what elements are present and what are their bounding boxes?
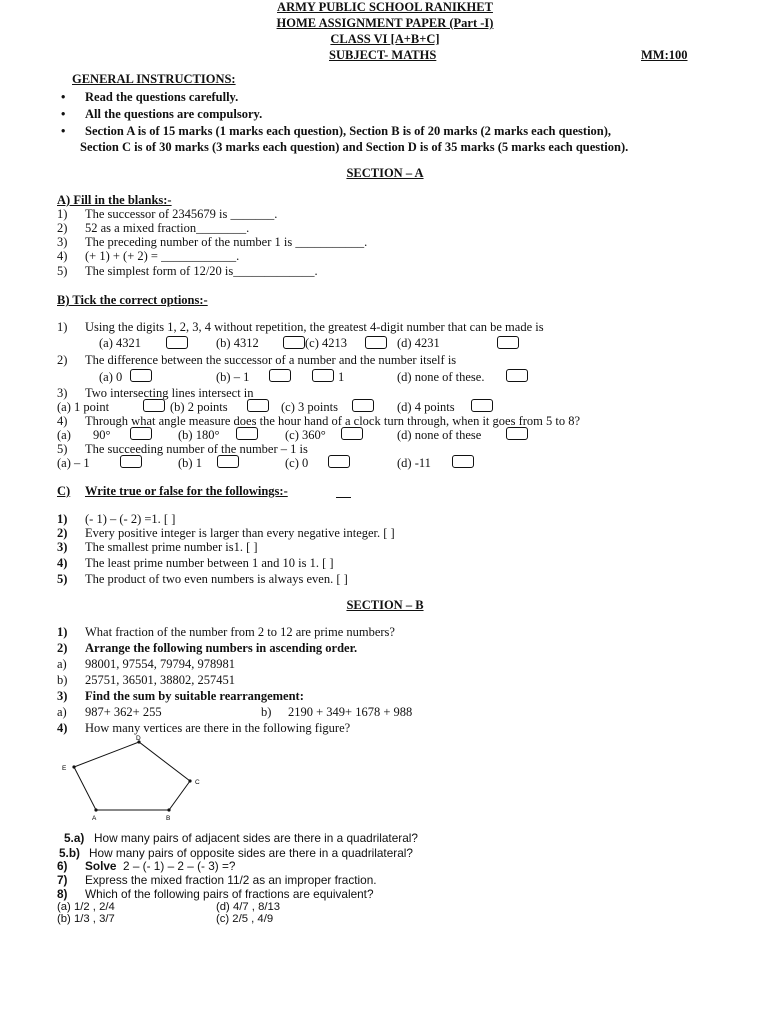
q3-option-b: (b) 2 points <box>170 400 228 414</box>
sb-num-2: 2) <box>57 641 68 655</box>
q4-checkbox-d[interactable] <box>506 427 528 440</box>
subject-title: SUBJECT- MATHS <box>329 48 437 62</box>
instruction-2: • All the questions are compulsory. <box>85 107 262 122</box>
q5-option-d: (d) -11 <box>397 456 431 470</box>
q3-option-a: (a) 1 point <box>57 400 110 414</box>
q3-option-d: (d) 4 points <box>397 400 455 414</box>
tick-options-title: B) Tick the correct options:- <box>57 293 208 307</box>
q8-option-b: (b) 1/3 , 3/7 <box>57 913 115 925</box>
fill-num-4: 4) <box>57 249 68 263</box>
q2-checkbox-b[interactable] <box>269 369 291 382</box>
q3-checkbox-a[interactable] <box>143 399 165 412</box>
sb-num-3a: a) <box>57 705 67 719</box>
fill-question-1: The successor of 2345679 is _______. <box>85 207 278 221</box>
tf-num-2: 2) <box>57 526 68 540</box>
instructions-title: GENERAL INSTRUCTIONS: <box>72 72 236 86</box>
tick-num-5: 5) <box>57 442 68 456</box>
pentagon-shape <box>74 742 190 810</box>
q2-option-c: 1 <box>338 370 345 384</box>
class-title: CLASS VI [A+B+C] <box>330 32 440 46</box>
q5-checkbox-d[interactable] <box>452 455 474 468</box>
tick-question-3: Two intersecting lines intersect in <box>85 386 254 400</box>
q4-option-d: (d) none of these <box>397 428 482 442</box>
q4-option-c: (c) 360° <box>285 428 326 442</box>
tf-num-1: 1) <box>57 512 68 526</box>
q3-checkbox-c[interactable] <box>352 399 374 412</box>
label-c: C <box>195 779 200 786</box>
fill-num-2: 2) <box>57 221 68 235</box>
q4-option-a: 90° <box>93 428 111 442</box>
q8-option-d: (d) 4/7 , 8/13 <box>216 901 281 913</box>
sb-num-6: 6) <box>57 859 68 873</box>
school-name: ARMY PUBLIC SCHOOL RANIKHET <box>277 0 493 14</box>
true-false-title-underline <box>336 497 351 498</box>
fill-question-2: 52 as a mixed fraction________. <box>85 221 250 235</box>
fill-num-1: 1) <box>57 207 68 221</box>
q1-option-d: (d) 4231 <box>397 336 440 350</box>
true-false-title: Write true or false for the followings:- <box>85 484 288 498</box>
sb-question-5a: How many pairs of adjacent sides are there in a quadrilateral? <box>94 831 418 845</box>
sb-question-5b: How many pairs of opposite sides are there in a quadrilateral? <box>89 846 413 860</box>
q5-option-a: (a) – 1 <box>57 456 90 470</box>
section-b-title: SECTION – B <box>346 598 424 612</box>
tick-num-1: 1) <box>57 320 68 334</box>
sb-num-3: 3) <box>57 689 68 703</box>
q3-checkbox-b[interactable] <box>247 399 269 412</box>
q4-checkbox-c[interactable] <box>341 427 363 440</box>
q5-checkbox-c[interactable] <box>328 455 350 468</box>
sb-question-6: 2 – (- 1) – 2 – (- 3) =? <box>123 859 236 873</box>
sb-num-8: 8) <box>57 887 68 901</box>
sb-question-8: Which of the following pairs of fractions are equivalent? <box>85 887 374 901</box>
fill-question-5: The simplest form of 12/20 is_____________. <box>85 264 318 278</box>
sb-num-2a: a) <box>57 657 67 671</box>
q2-checkbox-c[interactable] <box>312 369 334 382</box>
q8-option-c: (c) 2/5 , 4/9 <box>216 913 274 925</box>
fill-num-3: 3) <box>57 235 68 249</box>
q5-option-b: (b) 1 <box>178 456 202 470</box>
q2-option-b: (b) – 1 <box>216 370 250 384</box>
q1-option-a: (a) 4321 <box>99 336 141 350</box>
q8-option-a: (a) 1/2 , 2/4 <box>57 901 115 913</box>
tf-statement-3: The smallest prime number is1. [ ] <box>85 540 258 554</box>
q1-option-c: (c) 4213 <box>305 336 347 350</box>
q4-checkbox-b[interactable] <box>236 427 258 440</box>
sb-num-7: 7) <box>57 873 68 887</box>
tick-question-1: Using the digits 1, 2, 3, 4 without repetition, the greatest 4-digit number that can be made is <box>85 320 544 334</box>
sb-num-3b: b) <box>261 705 272 719</box>
tf-num-5: 5) <box>57 572 68 586</box>
sb-question-2: Arrange the following numbers in ascending order. <box>85 641 358 655</box>
label-d: D <box>136 735 141 742</box>
q1-option-b: (b) 4312 <box>216 336 259 350</box>
tick-num-2: 2) <box>57 353 68 367</box>
sb-question-3a: 987+ 362+ 255 <box>85 705 162 719</box>
label-a: A <box>92 815 97 822</box>
tick-num-3: 3) <box>57 386 68 400</box>
true-false-prefix: C) <box>57 484 71 498</box>
max-marks: MM:100 <box>641 48 688 62</box>
fill-blanks-title: A) Fill in the blanks:- <box>57 193 172 207</box>
sb-num-5a: 5.a) <box>64 831 85 845</box>
tick-question-2: The difference between the successor of a number and the number itself is <box>85 353 457 367</box>
sb-num-5b: 5.b) <box>59 846 80 860</box>
sb-num-2b: b) <box>57 673 68 687</box>
sb-question-3: Find the sum by suitable rearrangement: <box>85 689 304 703</box>
q5-checkbox-b[interactable] <box>217 455 239 468</box>
section-a-title: SECTION – A <box>346 166 424 180</box>
tick-num-4: 4) <box>57 414 68 428</box>
tf-statement-4: The least prime number between 1 and 10 is 1. [ ] <box>85 556 334 570</box>
vertex-e <box>72 765 75 768</box>
fill-question-3: The preceding number of the number 1 is ___________. <box>85 235 368 249</box>
sb-question-7: Express the mixed fraction 11/2 as an improper fraction. <box>85 873 377 887</box>
sb-num-4: 4) <box>57 721 68 735</box>
sb-question-1: What fraction of the number from 2 to 12 are prime numbers? <box>85 625 395 639</box>
label-b: B <box>166 815 171 822</box>
tf-num-4: 4) <box>57 556 68 570</box>
instruction-1: • Read the questions carefully. <box>85 90 238 105</box>
vertex-c <box>188 779 191 782</box>
tf-statement-1: (- 1) – (- 2) =1. [ ] <box>85 512 176 526</box>
q4-checkbox-a[interactable] <box>130 427 152 440</box>
tick-question-4: Through what angle measure does the hour hand of a clock turn through, when it goes from 5 to 8? <box>85 414 581 428</box>
vertex-b <box>167 808 170 811</box>
sb-question-4: How many vertices are there in the following figure? <box>85 721 351 735</box>
q4-option-a-label: (a) <box>57 428 71 442</box>
q1-checkbox-a[interactable] <box>166 336 188 349</box>
tf-statement-2: Every positive integer is larger than every negative integer. [ ] <box>85 526 395 540</box>
sb-num-1: 1) <box>57 625 68 639</box>
q2-option-d: (d) none of these. <box>397 370 485 384</box>
q2-option-a: (a) 0 <box>99 370 123 384</box>
q1-checkbox-d[interactable] <box>497 336 519 349</box>
pentagon-figure <box>55 734 215 824</box>
q5-checkbox-a[interactable] <box>120 455 142 468</box>
vertex-a <box>94 808 97 811</box>
q5-option-c: (c) 0 <box>285 456 309 470</box>
sb-question-2b: 25751, 36501, 38802, 257451 <box>85 673 235 687</box>
q1-checkbox-c[interactable] <box>365 336 387 349</box>
q3-option-c: (c) 3 points <box>281 400 338 414</box>
sb-question-3b: 2190 + 349+ 1678 + 988 <box>288 705 413 719</box>
q2-checkbox-d[interactable] <box>506 369 528 382</box>
q2-checkbox-a[interactable] <box>130 369 152 382</box>
instruction-3-continued: Section C is of 30 marks (3 marks each question) and Section D is of 35 marks (5 marks each question). <box>80 140 629 154</box>
fill-question-4: (+ 1) + (+ 2) = ____________. <box>85 249 240 263</box>
label-e: E <box>62 765 67 772</box>
fill-num-5: 5) <box>57 264 68 278</box>
paper-title: HOME ASSIGNMENT PAPER (Part -I) <box>276 16 494 30</box>
tick-question-5: The succeeding number of the number – 1 is <box>85 442 308 456</box>
q1-checkbox-b[interactable] <box>283 336 305 349</box>
q3-checkbox-d[interactable] <box>471 399 493 412</box>
instruction-3: • Section A is of 15 marks (1 marks each question), Section B is of 20 marks (2 marks each question), <box>85 124 611 139</box>
sb-solve-label: Solve <box>85 859 117 873</box>
tf-statement-5: The product of two even numbers is always even. [ ] <box>85 572 348 586</box>
q4-option-b: (b) 180° <box>178 428 220 442</box>
tf-num-3: 3) <box>57 540 68 554</box>
sb-question-2a: 98001, 97554, 79794, 978981 <box>85 657 235 671</box>
